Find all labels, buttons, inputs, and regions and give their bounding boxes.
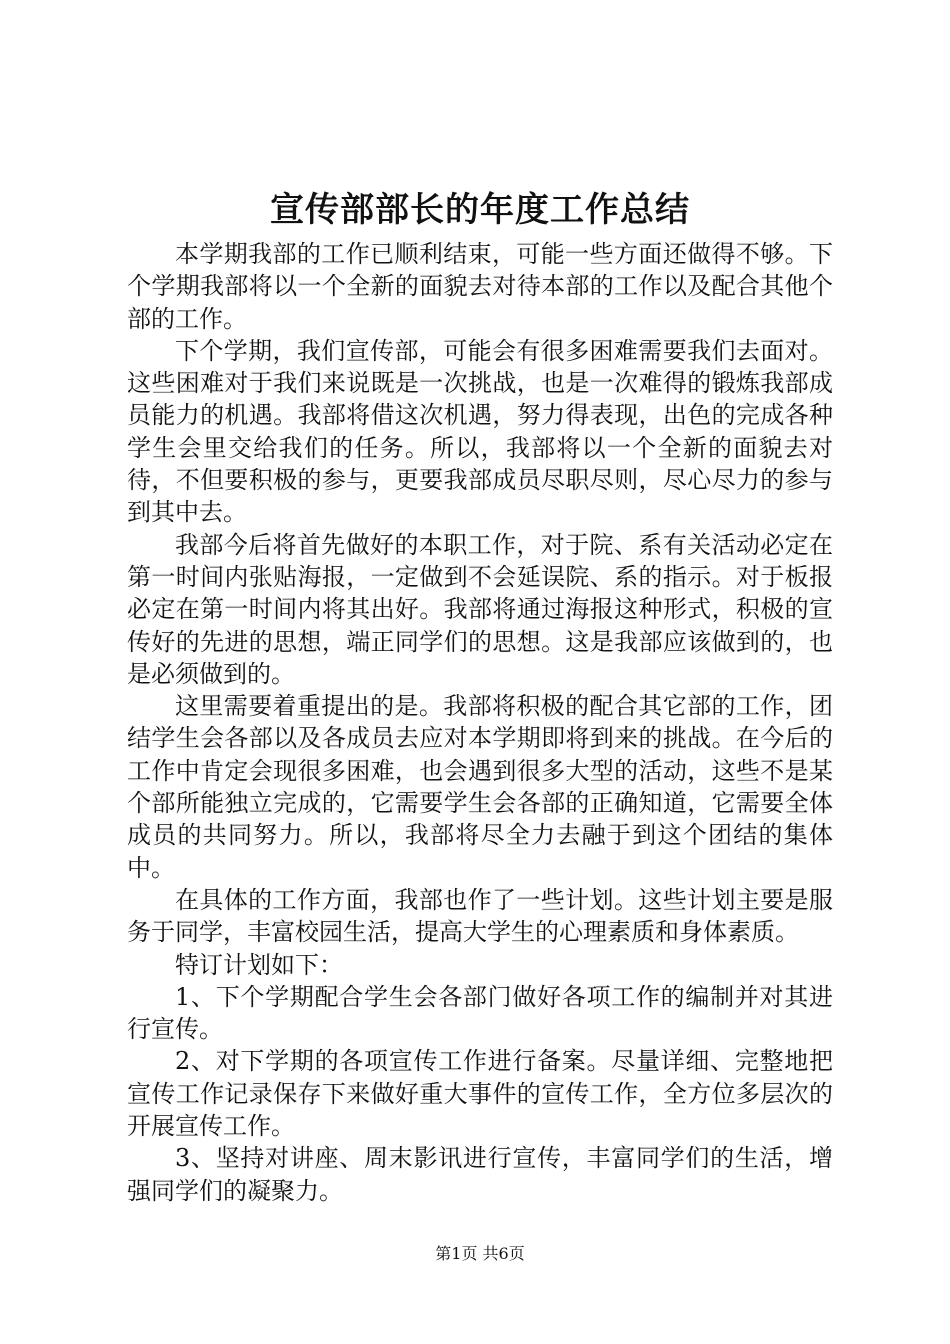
document-title: 宣传部部长的年度工作总结 bbox=[270, 190, 690, 230]
paragraph-4: 这里需要着重提出的是。我部将积极的配合其它部的工作，团结学生会各部以及各成员去应对本学期即将到来的挑战。在今后的工作中肯定会现很多困难，也会遇到很多大型的活动，这些不是某个部所能独立完成的，它需要学生会各部的正确知道，它需要全体成员的共同努力。所以，我部将尽全力去融于到这个团结的集体中。 bbox=[127, 692, 833, 882]
plan-item-3: 3、坚持对讲座、周末影讯进行宣传，丰富同学们的生活，增强同学们的凝聚力。 bbox=[127, 1144, 833, 1205]
page-number-footer: 第1页 共6页 bbox=[435, 1244, 525, 1263]
document-body bbox=[127, 238, 833, 1207]
document-page bbox=[127, 0, 833, 1344]
plan-item-1: 1、下个学期配合学生会各部门做好各项工作的编制并对其进行宣传。 bbox=[127, 982, 833, 1044]
paragraph-6: 特订计划如下： bbox=[175, 950, 343, 979]
paragraph-2: 下个学期，我们宣传部，可能会有很多困难需要我们去面对。这些困难对于我们来说既是一次挑战，也是一次难得的锻炼我部成员能力的机遇。我部将借这次机遇，努力得表现，出色的完成各种学生会里交给我们的任务。所以，我部将以一个全新的面貌去对待，不但要积极的参与，更要我部成员尽职尽则，尽心尽力的参与到其中去。 bbox=[127, 336, 833, 527]
paragraph-3: 我部今后将首先做好的本职工作，对于院、系有关活动必定在第一时间内张贴海报，一定做到不会延误院、系的指示。对于板报必定在第一时间内将其出好。我部将通过海报这种形式，积极的宣传好的先进的思想，端正同学们的思想。这是我部应该做到的，也是必须做到的。 bbox=[127, 530, 833, 688]
paragraph-5: 在具体的工作方面，我部也作了一些计划。这些计划主要是服务于同学，丰富校园生活，提高大学生的心理素质和身体素质。 bbox=[127, 885, 833, 947]
plan-item-2: 2、对下学期的各项宣传工作进行备案。尽量详细、完整地把宣传工作记录保存下来做好重大事件的宣传工作，全方位多层次的开展宣传工作。 bbox=[127, 1047, 833, 1141]
paragraph-1: 本学期我部的工作已顺利结束，可能一些方面还做得不够。下个学期我部将以一个全新的面貌去对待本部的工作以及配合其他个部的工作。 bbox=[127, 240, 833, 333]
